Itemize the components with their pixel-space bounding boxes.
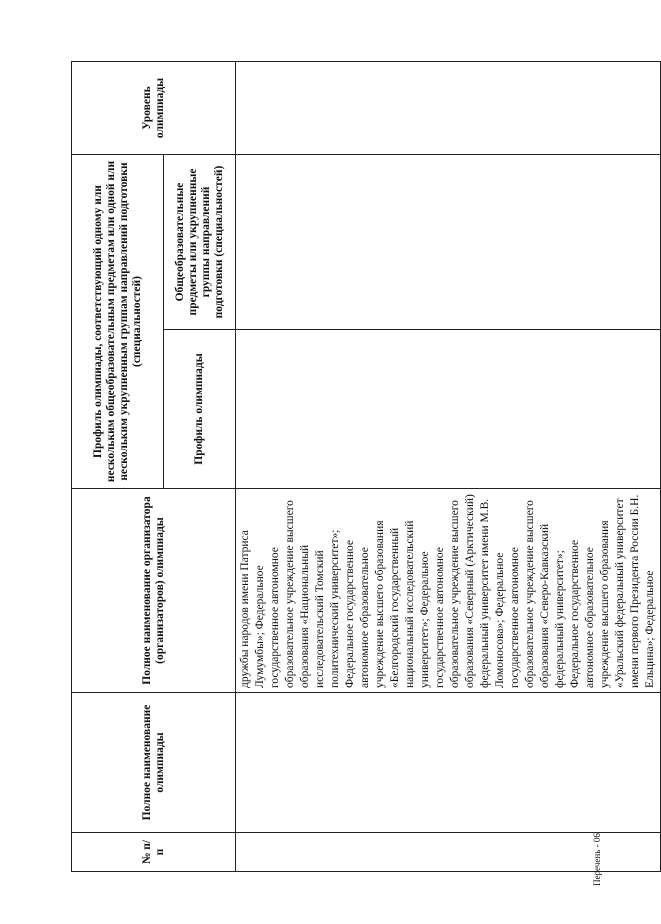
cell-organizer: дружбы народов имени Патриса Лумумбы»; Федеральное государственное автономное образовательное учреждение высшего образования «Национальный исследовательский Томский политехнический университет»; Федеральное государственное автономное образовательное учреждение высшего образования «Белгородский государственный национальный исследовательский университет»; Федеральное государственное автономное образовательное учреждение высшего образования «Северный (Арктический) федеральный университет имени М.В. Ломоносова»; Федеральное государственное автономное образовательное учреждение высшего образования «Северо-Кавказский федеральный университет»; Федеральное государственное автономное образовательное учреждение высшего образования «Уральский федеральный университет имени первого Президента России Б.Н. Ельцина»; Федеральное — [236, 489, 661, 693]
header-profile: Профиль олимпиады — [164, 330, 236, 489]
header-profile-group: Профиль олимпиады, соответствующий одному или нескольким общеобразовательным предметам или одной или нескольким укрупненным группам направлений подготовки (специальностей) — [72, 155, 164, 489]
cell-subjects — [236, 155, 661, 330]
cell-level — [236, 62, 661, 155]
footer-label: Перечень - 06 — [591, 833, 602, 886]
cell-profile — [236, 330, 661, 489]
cell-olympiad-name — [236, 693, 661, 833]
header-subjects: Общеобразовательные предметы или укрупненные группы направлений подготовки (специальностей) — [164, 155, 236, 330]
header-organizer: Полное наименование организатора (организаторов) олимпиады — [72, 489, 236, 693]
olympiad-table — [71, 61, 661, 872]
header-level: Уровень олимпиады — [72, 62, 236, 155]
header-olympiad-name: Полное наименование олимпиады — [72, 693, 236, 833]
header-num: № п/п — [72, 833, 236, 872]
